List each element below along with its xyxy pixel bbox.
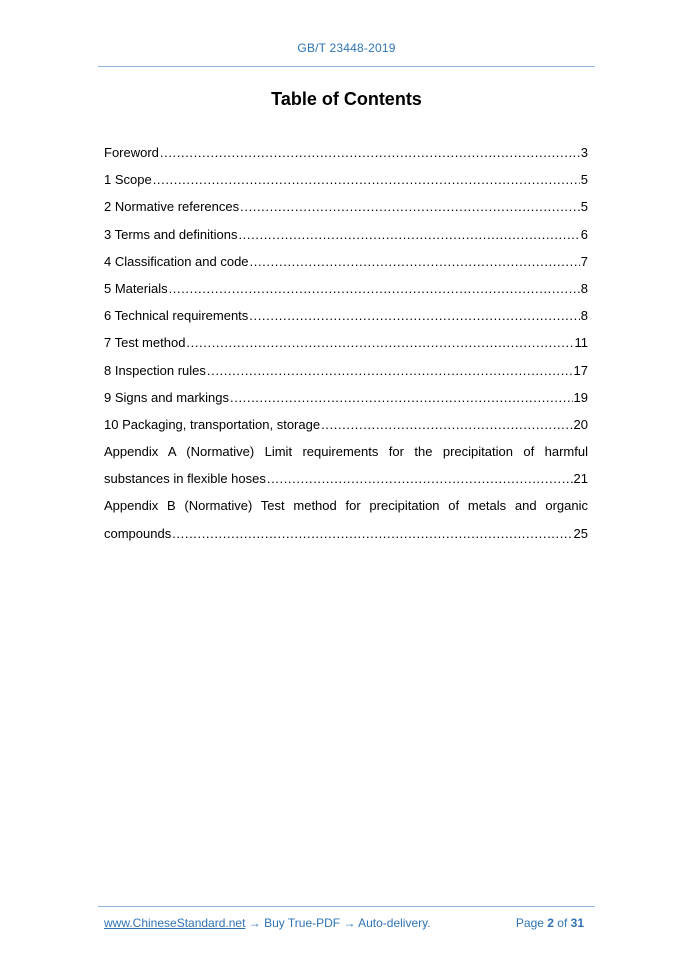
toc-entry-normative-references[interactable] — [104, 193, 588, 220]
toc-entry-label-line1: Appendix B (Normative) Test method for precipitation of metals and organic — [104, 498, 588, 514]
toc-dot-leader — [207, 357, 573, 384]
toc-page-number: 7 — [580, 253, 588, 269]
toc-dot-leader — [230, 384, 573, 411]
page-of-label: of — [553, 916, 571, 930]
toc-entry-label-line2-row — [104, 465, 588, 492]
toc-entry-label-line2: compounds — [104, 525, 172, 541]
total-pages-number: 31 — [570, 916, 584, 930]
toc-entry-label: 10 Packaging, transportation, storage — [104, 416, 321, 432]
toc-entry-label: 4 Classification and code — [104, 253, 249, 269]
current-page-number: 2 — [547, 916, 554, 930]
footer-promo-text: → Buy True-PDF → Auto-delivery. — [245, 916, 431, 930]
toc-entry-label: 8 Inspection rules — [104, 362, 206, 378]
toc-page-number: 17 — [573, 362, 588, 378]
toc-entry-label-line2-row — [104, 520, 588, 547]
toc-dot-leader — [186, 329, 573, 356]
toc-entry-label-line1: Appendix A (Normative) Limit requirements for the precipitation of harmful — [104, 444, 588, 460]
page-title: Table of Contents — [271, 89, 422, 109]
header-divider — [98, 66, 595, 67]
toc-page-number: 20 — [573, 416, 588, 432]
toc-dot-leader — [238, 221, 579, 248]
toc-page-number: 6 — [580, 226, 588, 242]
toc-page-number: 3 — [580, 145, 588, 160]
page-prefix: Page — [515, 916, 548, 930]
toc-entry-technical-requirements[interactable] — [104, 302, 588, 329]
toc-dot-leader — [160, 139, 580, 166]
toc-entry-label: 2 Normative references — [104, 199, 240, 215]
document-code-header: GB/T 23448-2019 — [297, 41, 396, 55]
toc-dot-leader — [169, 275, 580, 302]
toc-entry-appendix-a[interactable] — [104, 438, 588, 492]
toc-page-number: 19 — [573, 389, 588, 405]
site-link[interactable]: www.ChineseStandard.net — [104, 916, 246, 930]
toc-entry-appendix-b[interactable] — [104, 492, 588, 546]
toc-entry-label: 3 Terms and definitions — [104, 226, 238, 242]
toc-dot-leader — [172, 520, 572, 547]
toc-entry-terms-and-definitions[interactable] — [104, 221, 588, 248]
toc-dot-leader — [321, 411, 572, 438]
toc-entry-signs-and-markings[interactable] — [104, 384, 588, 411]
table-of-contents — [104, 139, 588, 547]
toc-entry-label: Foreword — [104, 145, 159, 160]
toc-entry-label: 9 Signs and markings — [104, 389, 230, 405]
toc-entry-label: 5 Materials — [104, 280, 168, 296]
toc-entry-materials[interactable] — [104, 275, 588, 302]
toc-dot-leader — [250, 248, 580, 275]
toc-entry-test-method[interactable] — [104, 329, 588, 356]
toc-dot-leader — [153, 166, 580, 193]
toc-entry-label: 6 Technical requirements — [104, 308, 249, 324]
toc-page-number: 11 — [574, 335, 588, 351]
toc-page-number: 8 — [580, 308, 588, 324]
toc-dot-leader — [240, 193, 580, 220]
toc-entry-packaging-transportation-storage[interactable] — [104, 411, 588, 438]
toc-entry-inspection-rules[interactable] — [104, 357, 588, 384]
toc-entry-foreword[interactable] — [104, 139, 588, 166]
toc-entry-label: 7 Test method — [104, 335, 186, 351]
toc-page-number: 5 — [580, 199, 588, 215]
toc-page-number: 21 — [573, 471, 588, 487]
toc-entry-label-line2: substances in flexible hoses — [104, 471, 266, 487]
toc-page-number: 5 — [580, 172, 588, 188]
toc-page-number: 25 — [573, 525, 588, 541]
page-indicator — [516, 916, 584, 930]
toc-page-number: 8 — [580, 280, 588, 296]
footer-promo — [104, 916, 431, 930]
toc-entry-label: 1 Scope — [104, 172, 152, 188]
toc-entry-scope[interactable] — [104, 166, 588, 193]
toc-entry-classification-and-code[interactable] — [104, 248, 588, 275]
toc-dot-leader — [267, 465, 573, 492]
toc-dot-leader — [249, 302, 579, 329]
footer-divider — [98, 906, 595, 907]
